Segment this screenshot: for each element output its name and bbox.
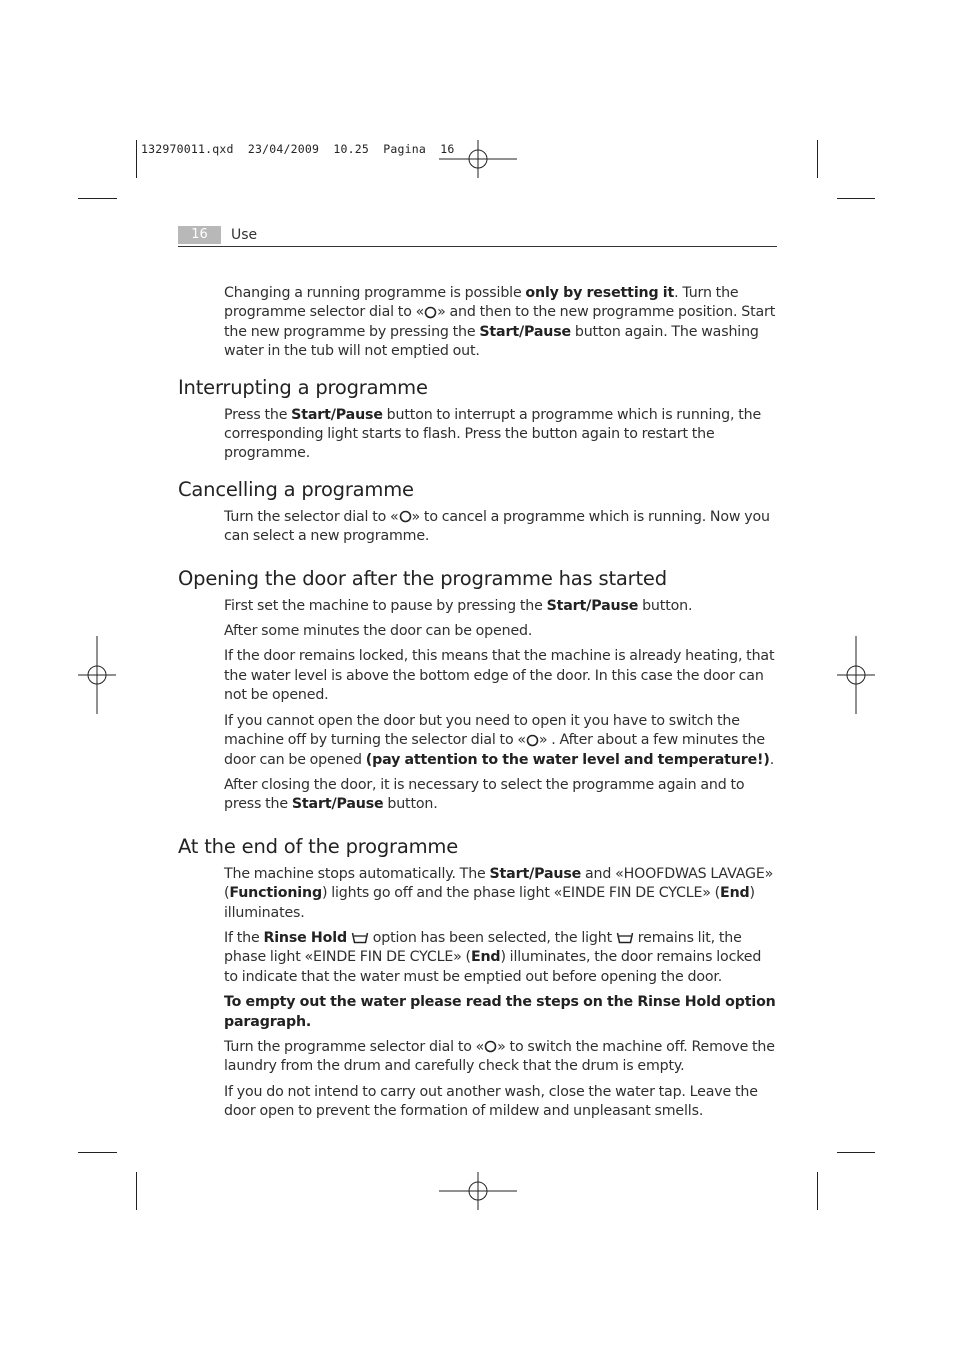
slug-file: 132970011.qxd xyxy=(141,142,234,156)
text: If the xyxy=(224,929,264,946)
crop-mark xyxy=(817,140,818,178)
text: button. xyxy=(383,796,438,813)
interrupting-paragraph xyxy=(224,406,778,464)
slug-time: 10.25 xyxy=(333,142,369,156)
text: » to switch the machine off. Remove the laundry from the drum and carefully check that the drum is empty. xyxy=(224,1038,775,1075)
circle-off-icon xyxy=(424,306,437,319)
slug-page-word: Pagina xyxy=(383,142,426,156)
crop-mark xyxy=(837,198,875,199)
text: button again. The washing water in the tub will not emptied out. xyxy=(224,323,759,360)
bold-text: Start/Pause xyxy=(291,406,383,423)
text: button to interrupt a programme which is running, the corresponding light starts to flash. Press the button again to restart the programme. xyxy=(224,406,762,462)
registration-mark-right xyxy=(837,636,875,714)
section-label: Use xyxy=(231,227,258,243)
text: » and then to the new programme position. Start the new programme by pressing the xyxy=(224,304,776,340)
bold-text: Rinse Hold xyxy=(263,929,347,946)
text: ) illuminates, the door remains locked to indicate that the water must be emptied out before opening the door. xyxy=(224,949,762,985)
bold-text: End xyxy=(720,885,750,902)
text: remains lit, the phase light «EINDE FIN DE CYCLE» ( xyxy=(224,929,742,966)
text: If you cannot open the door but you need to open it you have to switch the machine off by turning the selector dial to « xyxy=(224,712,740,749)
end-paragraph-1 xyxy=(224,865,778,923)
crosshair-icon xyxy=(439,140,517,178)
opening-paragraph-4 xyxy=(224,712,778,770)
rinse-hold-tub-icon xyxy=(351,931,369,944)
crosshair-icon xyxy=(837,636,875,714)
text: The machine stops automatically. The xyxy=(224,865,490,882)
page-content xyxy=(178,284,778,1128)
text: and «HOOFDWAS LAVAGE» ( xyxy=(224,865,774,902)
opening-paragraph-3: If the door remains locked, this means that the machine is already heating, that the water level is above the bottom edge of the door. In this case the door can not be opened. xyxy=(224,648,775,704)
crop-mark xyxy=(78,198,117,199)
text: Press the xyxy=(224,406,292,423)
intro-paragraph xyxy=(224,284,778,362)
print-slug xyxy=(141,142,454,156)
registration-mark-top xyxy=(439,140,517,178)
bold-text: End xyxy=(470,949,501,966)
end-paragraph-3 xyxy=(224,993,778,1032)
slug-page-number: 16 xyxy=(440,142,455,156)
text: Turn the selector dial to « xyxy=(224,508,399,525)
page-number-badge: 16 xyxy=(178,226,221,244)
circle-off-icon xyxy=(526,734,539,747)
crop-mark xyxy=(78,1152,117,1153)
text: button. xyxy=(638,597,693,614)
bold-text: Start/Pause xyxy=(546,597,639,614)
text: ) lights go off and the phase light «EINDE FIN DE CYCLE» ( xyxy=(321,885,721,902)
end-paragraph-5: If you do not intend to carry out another wash, close the water tap. Leave the door open to prevent the formation of mildew and unpleasant smells. xyxy=(224,1083,758,1120)
opening-paragraph-1 xyxy=(224,597,778,616)
bold-text: Start/Pause xyxy=(479,323,571,340)
header-rule xyxy=(178,246,777,247)
crosshair-icon xyxy=(439,1172,517,1210)
text: » to cancel a programme which is running. Now you can select a new programme. xyxy=(224,508,770,545)
opening-paragraph-5 xyxy=(224,776,778,815)
heading-cancelling: Cancelling a programme xyxy=(178,477,414,501)
registration-mark-left xyxy=(78,636,116,714)
heading-end-of-programme: At the end of the programme xyxy=(178,834,458,858)
crop-mark xyxy=(817,1172,818,1210)
end-paragraph-2 xyxy=(224,929,778,987)
bold-text: To empty out the water please read the steps on the Rinse Hold option paragraph. xyxy=(224,994,776,1030)
slug-date: 23/04/2009 xyxy=(247,142,320,156)
cancelling-paragraph xyxy=(224,508,778,547)
crop-mark xyxy=(136,1172,137,1210)
text: . xyxy=(769,751,775,768)
text: ) illuminates. xyxy=(224,885,755,921)
bold-text: (pay attention to the water level and temperature!) xyxy=(365,751,770,768)
opening-paragraph-2: After some minutes the door can be opened. xyxy=(224,623,533,640)
rinse-hold-tub-icon xyxy=(616,931,634,944)
circle-off-icon xyxy=(484,1040,497,1053)
bold-text: Start/Pause xyxy=(291,796,384,813)
text: » . After about a few minutes the door can be opened xyxy=(224,732,765,768)
crop-mark xyxy=(136,140,137,178)
bold-text: Functioning xyxy=(229,885,322,902)
circle-off-icon xyxy=(399,510,412,523)
text: Changing a running programme is possible xyxy=(224,285,526,301)
text: option has been selected, the light xyxy=(368,929,616,946)
heading-interrupting: Interrupting a programme xyxy=(178,375,428,399)
registration-mark-bottom xyxy=(439,1172,517,1210)
end-paragraph-4 xyxy=(224,1038,778,1077)
heading-opening-door: Opening the door after the programme has started xyxy=(178,566,667,590)
crosshair-icon xyxy=(78,636,116,714)
text: Turn the programme selector dial to « xyxy=(224,1038,485,1055)
text: . Turn the programme selector dial to « xyxy=(224,285,739,321)
bold-text: Start/Pause xyxy=(489,865,582,882)
text: First set the machine to pause by pressing the xyxy=(224,597,547,614)
bold-text: only by resetting it xyxy=(525,285,675,301)
crop-mark xyxy=(837,1152,875,1153)
text: After closing the door, it is necessary to select the programme again and to press the xyxy=(224,776,745,813)
